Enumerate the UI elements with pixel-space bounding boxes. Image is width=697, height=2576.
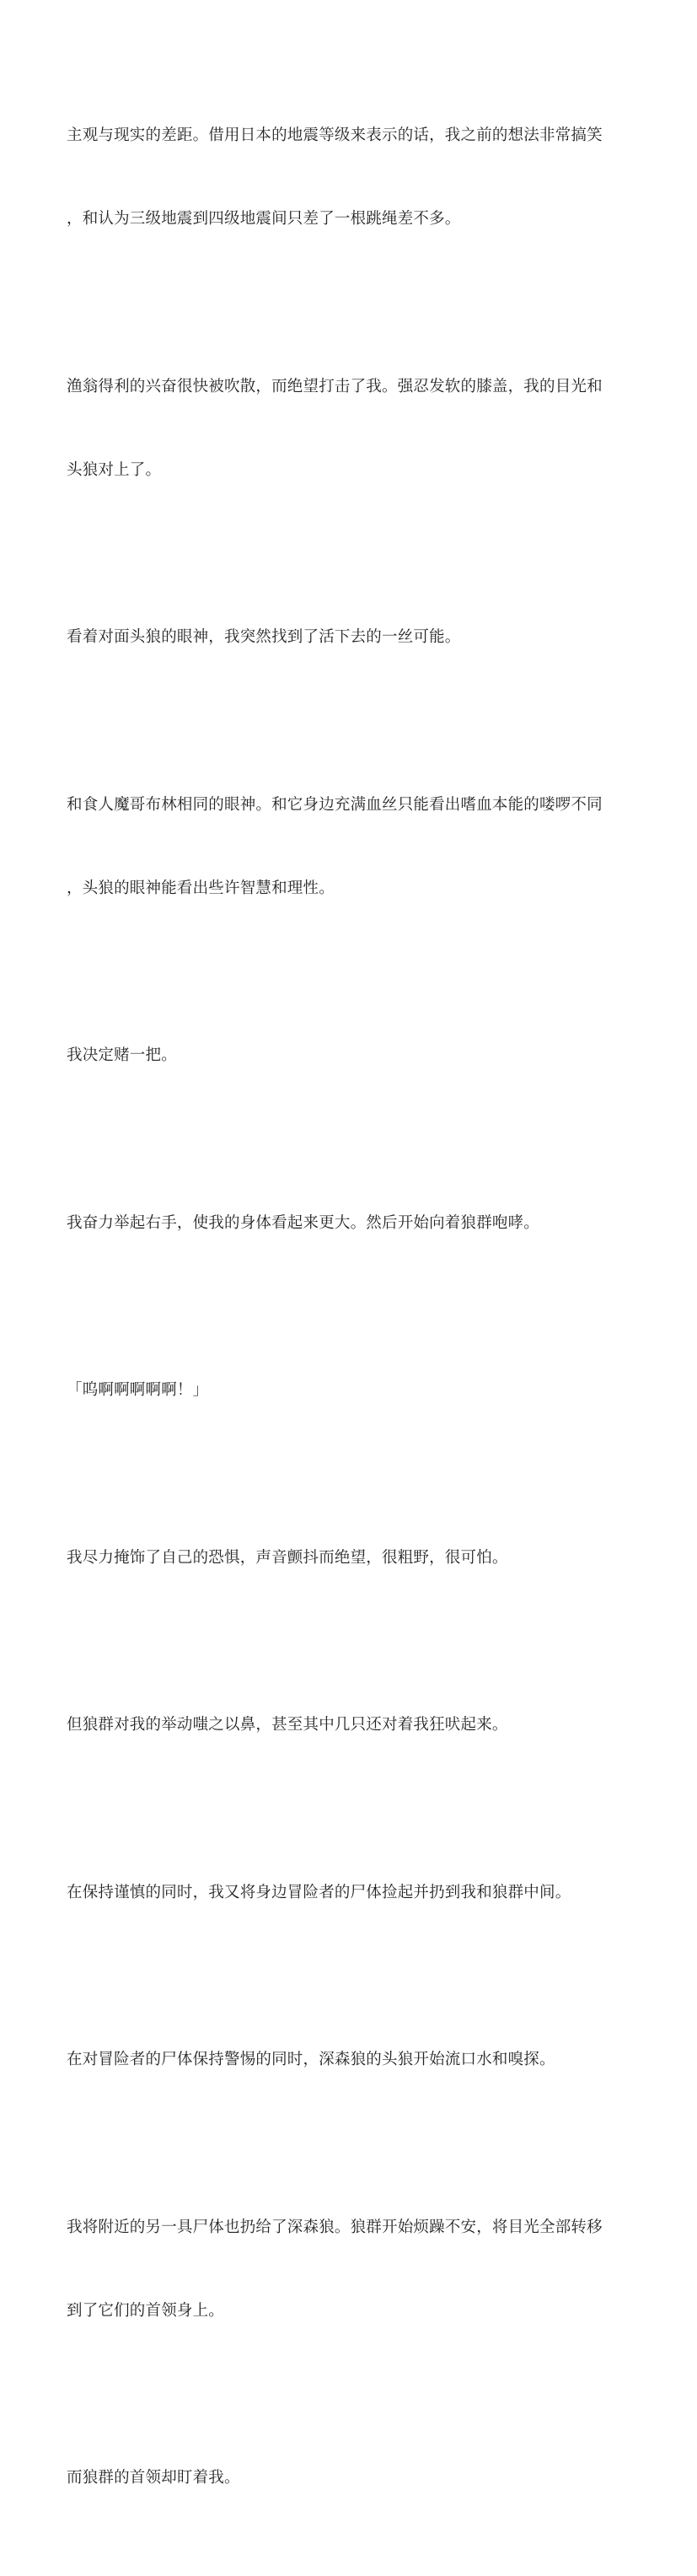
- text-line: 我奋力举起右手，使我的身体看起来更大。然后开始向着狼群咆哮。: [67, 1213, 540, 1232]
- text-line: 「呜啊啊啊啊啊！」: [67, 1381, 209, 1399]
- document-body: [67, 66, 623, 2576]
- paragraph: [67, 66, 623, 288]
- text-line: 和食人魔哥布林相同的眼神。和它身边充满血丝只能看出嗜血本能的喽啰不同: [67, 795, 603, 814]
- text-line: 但狼群对我的举动嗤之以鼻，甚至其中几只还对着我狂吠起来。: [67, 1716, 508, 1734]
- text-line: 我决定赌一把。: [67, 1046, 177, 1064]
- text-line: 看着对面头狼的眼神，我突然找到了活下去的一丝可能。: [67, 628, 461, 646]
- paragraph: [67, 2158, 623, 2380]
- text-line: 我将附近的另一具尸体也扔给了深森狼。狼群开始烦躁不安，将目光全部转移: [67, 2218, 603, 2236]
- paragraph: [67, 2408, 623, 2547]
- paragraph: [67, 1823, 623, 1962]
- paragraph: [67, 567, 623, 707]
- text-line: 到了它们的首领身上。: [67, 2301, 225, 2320]
- text-line: 渔翁得利的兴奋很快被吹散，而绝望打击了我。强忍发软的膝盖，我的目光和: [67, 377, 603, 395]
- paragraph: [67, 1154, 623, 1293]
- paragraph: [67, 735, 623, 958]
- paragraph: [67, 1655, 623, 1794]
- text-line: 而狼群的首领却盯着我。: [67, 2469, 240, 2487]
- paragraph: [67, 317, 623, 540]
- text-line: 头狼对上了。: [67, 460, 162, 479]
- text-line: ，头狼的眼神能看出些许智慧和理性。: [67, 879, 335, 897]
- paragraph: [67, 1990, 623, 2129]
- text-line: ，和认为三级地震到四级地震间只差了一根跳绳差不多。: [67, 210, 461, 228]
- paragraph: [67, 1488, 623, 1627]
- dialogue-paragraph: [67, 1320, 623, 1460]
- text-line: 在对冒险者的尸体保持警惕的同时，深森狼的头狼开始流口水和嗅探。: [67, 2051, 555, 2068]
- text-line: 主观与现实的差距。借用日本的地震等级来表示的话，我之前的想法非常搞笑: [67, 126, 603, 144]
- text-line: 在保持谨慎的同时，我又将身边冒险者的尸体捡起并扔到我和狼群中间。: [67, 1883, 571, 1901]
- text-line: 我尽力掩饰了自己的恐惧，声音颤抖而绝望，很粗野，很可怕。: [67, 1548, 508, 1567]
- paragraph: [67, 986, 623, 1125]
